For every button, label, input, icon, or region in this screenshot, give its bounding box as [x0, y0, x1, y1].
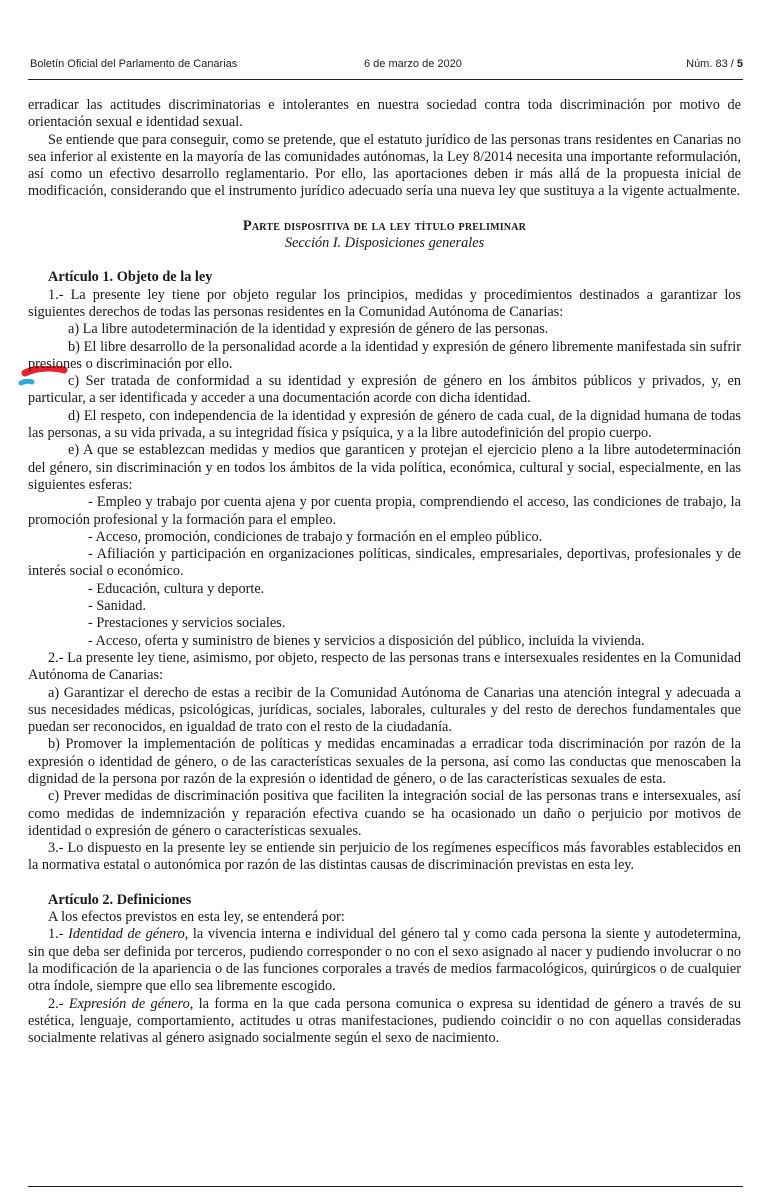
definition-1	[28, 926, 741, 995]
sphere-item: - Sanidad.	[88, 598, 146, 615]
article-1-item-a: a) La libre autodeterminación de la identidad y expresión de género de las personas.	[68, 321, 549, 338]
footer-rule	[28, 1186, 743, 1187]
sphere-item: - Acceso, oferta y suministro de bienes y servicios a disposición del público, incluida la vivienda.	[88, 632, 645, 649]
article-1-paragraph-3: 3.- Lo dispuesto en la presente ley se entiende sin perjuicio de los regímenes específicos más favorables establecidos en la normativa estatal o autonómica por razón de las distintas causas de discriminación previstas en esta ley.	[28, 840, 741, 874]
page-number: 5	[736, 58, 743, 70]
definition-2	[28, 996, 741, 1048]
definition-2-text: la forma en la que cada persona comunica o expresa su identidad de género a través de su estética, lenguaje, comportamiento, actitudes u otras manifestaciones, pudiendo coincidir o no con aquellas consideradas socialmente relativas al género asignado socialmente según el sexo de nacimiento.	[28, 995, 741, 1047]
article-1-paragraph-2c: c) Prever medidas de discriminación positiva que faciliten la integración social de las personas trans e intersexuales, así como medidas de indemnización y reparación efectiva cuando se ha ocasionado un daño o perjuicio por motivos de identidad o expresión de género o características sexuales.	[28, 788, 741, 839]
intro-paragraph-1: erradicar las actitudes discriminatorias e intolerantes en nuestra sociedad contra toda discriminación por motivo de orientación sexual e identidad sexual.	[28, 97, 741, 131]
article-1-item-e: e) A que se establezcan medidas y medios que garanticen y protejan el ejercicio pleno a la libre autodeterminación del género, sin discriminación y en todos los ámbitos de la vida política, económica, cultural y social, especialmente, en las siguientes esferas:	[28, 442, 741, 493]
sphere-item: - Prestaciones y servicios sociales.	[88, 615, 286, 632]
page-header	[28, 58, 743, 74]
definition-2-number: 2.-	[48, 995, 69, 1012]
article-1-paragraph-2: 2.- La presente ley tiene, asimismo, por objeto, respecto de las personas trans e intersexuales residentes en la Comunidad Autónoma de Canarias:	[28, 649, 741, 684]
article-2-intro: A los efectos previstos en esta ley, se entenderá por:	[48, 909, 345, 926]
article-1-item-c: c) Ser tratada de conformidad a su identidad y expresión de género en los ámbitos públicos y privados, y, en particular, a ser identificada y acceder a una documentación acorde con dicha identidad.	[28, 373, 741, 407]
definition-1-term: Identidad de género	[68, 926, 185, 943]
document-body	[28, 97, 741, 1047]
part-heading: Parte dispositiva de la ley título preliminar	[242, 217, 527, 234]
article-1-item-d: d) El respeto, con independencia de la identidad y expresión de género de cada cual, de la dignidad humana de todas las personas, a su vida privada, a su integridad física y psíquica, y a la libre autodefinición del propio cuerpo.	[28, 407, 741, 442]
publication-date: 6 de marzo de 2020	[364, 58, 462, 70]
article-1-paragraph-2b: b) Promover la implementación de políticas y medidas encaminadas a erradicar toda discriminación por razón de la expresión o identidad de género, o de las características sexuales de la persona, así como las conductas que menoscaben la dignidad de la persona por razón de la expresión o identidad de género, o de las características sexuales de esta.	[28, 736, 741, 787]
definition-1-text: , la vivencia interna e individual del género tal y como cada persona la siente y autodetermina, sin que deba ser definida por terceros, pudiendo corresponder o no con el sexo asignado al nacer y pudiendo involucrar o no la modificación de la apariencia o de las funciones corporales a través de medios farmacológicos, quirúrgicos o de cualquier otra índole, siempre que ello sea libremente escogido.	[28, 926, 742, 995]
sphere-item: - Afiliación y participación en organizaciones políticas, sindicales, empresariales, deportivas, profesionales y de interés social o económico.	[28, 546, 741, 580]
article-1-title: Artículo 1. Objeto de la ley	[48, 269, 213, 286]
definition-1-number: 1.-	[48, 926, 69, 943]
sphere-item: - Empleo y trabajo por cuenta ajena y por cuenta propia, comprendiendo el acceso, las condiciones de trabajo, la promoción profesional y la formación para el empleo.	[28, 494, 741, 528]
article-1-paragraph-1: 1.- La presente ley tiene por objeto regular los principios, medidas y procedimientos destinados a garantizar los siguientes derechos de todas las personas residentes en la Comunidad Autónoma de Canarias:	[28, 286, 741, 320]
publication-name: Boletín Oficial del Parlamento de Canarias	[30, 58, 238, 70]
article-2-title: Artículo 2. Definiciones	[48, 891, 192, 908]
issue-number	[686, 58, 743, 70]
sphere-item: - Educación, cultura y deporte.	[88, 580, 265, 597]
definition-2-term: Expresión de género,	[68, 995, 194, 1012]
header-rule	[28, 79, 743, 80]
issue-number-label: Núm. 83 /	[686, 58, 737, 70]
article-1-paragraph-2a: a) Garantizar el derecho de estas a recibir de la Comunidad Autónoma de Canarias una atención integral y adecuada a sus necesidades médicas, psicológicas, jurídicas, sociales, laborales, culturales y del resto de derechos fundamentales que puedan ser reconocidos, en igualdad de trato con el resto de la ciudadanía.	[28, 684, 741, 736]
section-heading: Sección I. Disposiciones generales	[284, 235, 485, 252]
article-1-item-b: b) El libre desarrollo de la personalidad acorde a la identidad y expresión de género libremente manifestada sin sufrir presiones o discriminación por ello.	[28, 338, 741, 372]
sphere-item: - Acceso, promoción, condiciones de trabajo y formación en el empleo público.	[88, 528, 543, 545]
intro-paragraph-2: Se entiende que para conseguir, como se pretende, que el estatuto jurídico de las personas trans residentes en Canarias no sea inferior al existente en la mayoría de las comunidades autónomas, la Ley 8/2014 necesita una importante reformulación, así como un efectivo desarrollo reglamentario. Por ello, las aportaciones deben ir más allá de la propuesta inicial de modificación, considerando que el instrumento jurídico adecuado sería una nueva ley que sustituya a la vigente actualmente.	[28, 131, 741, 200]
